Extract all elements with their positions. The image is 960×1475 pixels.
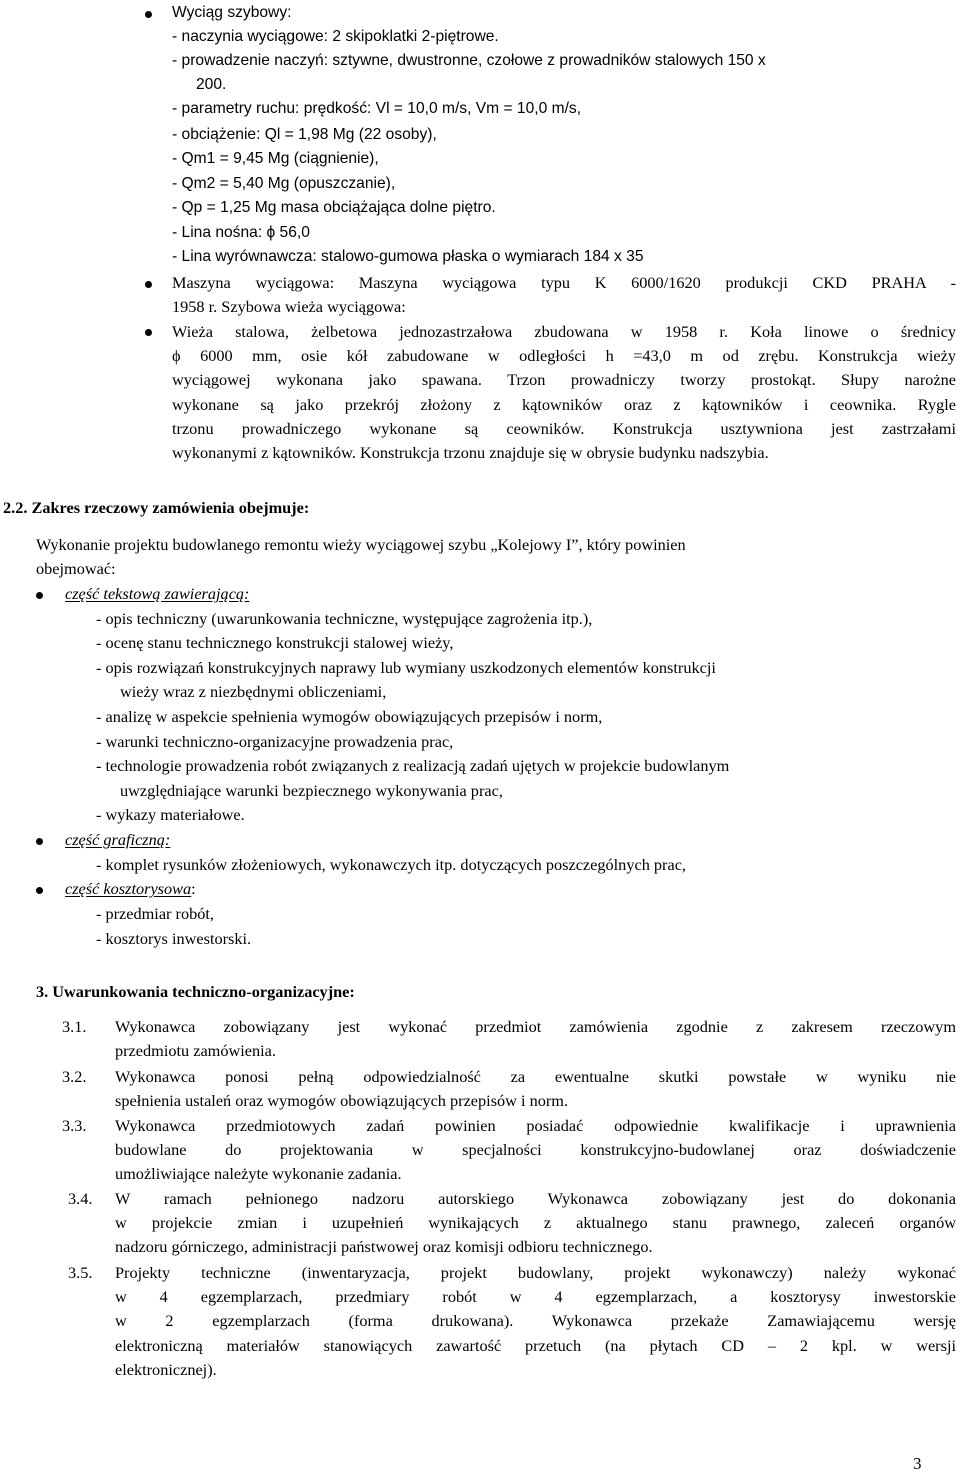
graphic-part-item: - komplet rysunków złożeniowych, wykonawczych itp. dotyczących poszczególnych prac, <box>96 855 686 874</box>
item-paragraph <box>115 1261 956 1382</box>
item-line: elektroniczną materiałów stanowiących zawartość przetuch (na płytach CD – 2 kpl. w wersji <box>115 1335 956 1355</box>
bullet <box>36 592 43 599</box>
tower-line: wyciągowej wykonana jako spawana. Trzon prowadniczy tworzy prostokąt. Słupy narożne <box>172 370 956 390</box>
graphic-part-label: część graficzną: <box>65 830 171 849</box>
item-line: Wykonawca przedmiotowych zadań powinien posiadać odpowiednie kwalifikacje i uprawnienia <box>115 1116 956 1135</box>
tower-paragraph <box>172 320 956 465</box>
item-number: 3.5. <box>68 1263 93 1282</box>
shaft-heading: Wyciąg szybowy: <box>172 4 292 21</box>
cost-part-label-text: część kosztorysowa <box>65 879 192 898</box>
machine-line: 1958 r. Szybowa wieża wyciągowa: <box>172 297 406 317</box>
item-line: w 2 egzemplarzach (forma drukowana). Wykonawca przekaże Zamawiającemu wersję <box>115 1311 956 1331</box>
tower-line: wykonane są jako przekrój złożony z kątowników oraz z kątowników i ceownika. Rygle <box>172 394 956 414</box>
tower-line: trzonu prowadniczego wykonane są ceowników. Konstrukcja usztywniona jest zastrzałami <box>172 418 956 438</box>
section-22-intro: obejmować: <box>36 559 116 578</box>
item-line: nadzoru górniczego, administracji państwowej oraz komisji odbioru technicznego. <box>115 1237 653 1257</box>
bullet <box>145 11 152 18</box>
tower-line: ϕ 6000 mm, osie kół zabudowane w odległości h =43,0 m od zrębu. Konstrukcja wieży <box>172 346 956 366</box>
section-22-heading: 2.2. Zakres rzeczowy zamówienia obejmuje: <box>3 498 310 517</box>
text-part-item: uwzględniające warunki bezpiecznego wykonywania prac, <box>120 781 503 800</box>
item-line: spełnienia ustaleń oraz wymogów obowiązujących przepisów i norm. <box>115 1091 569 1111</box>
item-line: w 4 egzemplarzach, przedmiary robót w 4 egzemplarzach, a kosztorysy inwestorskie <box>115 1287 956 1307</box>
item-line: w projekcie zmian i uzupełnień wynikających z aktualnego stanu prawnego, zaleceń organów <box>115 1213 956 1233</box>
item-line: Wykonawca zobowiązany jest wykonać przedmiot zamówienia zgodnie z zakresem rzeczowym <box>115 1017 956 1036</box>
item-number: 3.4. <box>68 1189 93 1208</box>
text-part-item: wieży wraz z niezbędnymi obliczeniami, <box>120 682 387 701</box>
text-part-item: - wykazy materiałowe. <box>96 805 245 824</box>
shaft-item: - Lina wyrównawcza: stalowo-gumowa płaska o wymiarach 184 x 35 <box>172 248 644 265</box>
item-paragraph <box>115 1065 956 1113</box>
tower-line: Wieża stalowa, żelbetowa jednozastrzałowa zbudowana w 1958 r. Koła linowe o średnicy <box>172 322 956 341</box>
bullet <box>145 281 152 288</box>
bullet <box>145 329 152 336</box>
text-part-label: część tekstową zawierającą: <box>65 584 250 603</box>
cost-part-item: - kosztorys inwestorski. <box>96 929 252 948</box>
text-part-item: - opis rozwiązań konstrukcyjnych naprawy lub wymiany uszkodzonych elementów konstrukcji <box>96 658 716 677</box>
item-line: Projekty techniczne (inwentaryzacja, projekt budowlany, projekt wykonawczy) należy wykonać <box>115 1263 956 1282</box>
shaft-item: - Lina nośna: ϕ 56,0 <box>172 224 310 241</box>
item-number: 3.3. <box>62 1116 87 1135</box>
item-number: 3.1. <box>62 1017 87 1036</box>
page-number: 3 <box>913 1454 922 1473</box>
shaft-item: - Qp = 1,25 Mg masa obciążająca dolne piętro. <box>172 199 496 216</box>
item-line: umożliwiające należyte wykonanie zadania. <box>115 1164 402 1184</box>
shaft-item: - parametry ruchu: prędkość: Vl = 10,0 m/s, Vm = 10,0 m/s, <box>172 100 582 117</box>
item-line: Wykonawca ponosi pełną odpowiedzialność za ewentualne skutki powstałe w wyniku nie <box>115 1067 956 1086</box>
item-number: 3.2. <box>62 1067 87 1086</box>
cost-part-label-suffix: : <box>191 879 196 898</box>
section-3-heading: 3. Uwarunkowania techniczno-organizacyjne: <box>36 982 355 1001</box>
item-paragraph <box>115 1114 956 1187</box>
item-line: elektronicznej). <box>115 1359 217 1379</box>
item-line: W ramach pełnionego nadzoru autorskiego Wykonawca zobowiązany jest do dokonania <box>115 1189 956 1208</box>
shaft-item: - Qm2 = 5,40 Mg (opuszczanie), <box>172 175 396 192</box>
shaft-item: - prowadzenie naczyń: sztywne, dwustronne, czołowe z prowadników stalowych 150 x <box>172 52 766 69</box>
shaft-item: 200. <box>196 76 227 93</box>
item-paragraph <box>115 1015 956 1063</box>
text-part-item: - opis techniczny (uwarunkowania techniczne, występujące zagrożenia itp.), <box>96 609 593 628</box>
machine-paragraph <box>172 271 956 319</box>
bullet <box>36 838 43 845</box>
item-line: budowlane do projektowania w specjalności konstrukcyjno-budowlanej oraz doświadczenie <box>115 1140 956 1160</box>
text-part-item: - ocenę stanu technicznego konstrukcji stalowej wieży, <box>96 633 454 652</box>
bullet <box>36 887 43 894</box>
section-22-intro: Wykonanie projektu budowlanego remontu wieży wyciągowej szybu „Kolejowy I”, który powinien <box>36 535 686 554</box>
cost-part-label <box>65 881 196 897</box>
item-line: przedmiotu zamówienia. <box>115 1041 276 1061</box>
shaft-item: - naczynia wyciągowe: 2 skipoklatki 2-piętrowe. <box>172 28 499 45</box>
text-part-item: - technologie prowadzenia robót związanych z realizacją zadań ujętych w projekcie budowlanym <box>96 756 730 775</box>
tower-line: wykonanymi z kątowników. Konstrukcja trzonu znajduje się w obrysie budynku nadszybia. <box>172 443 769 463</box>
cost-part-item: - przedmiar robót, <box>96 904 214 923</box>
shaft-item: - Qm1 = 9,45 Mg (ciągnienie), <box>172 150 379 167</box>
item-paragraph <box>115 1187 956 1260</box>
text-part-item: - warunki techniczno-organizacyjne prowadzenia prac, <box>96 732 454 751</box>
text-part-item: - analizę w aspekcie spełnienia wymogów obowiązujących przepisów i norm, <box>96 707 603 726</box>
machine-line: Maszyna wyciągowa: Maszyna wyciągowa typu K 6000/1620 produkcji CKD PRAHA - <box>172 273 956 292</box>
shaft-item: - obciążenie: Ql = 1,98 Mg (22 osoby), <box>172 126 437 143</box>
